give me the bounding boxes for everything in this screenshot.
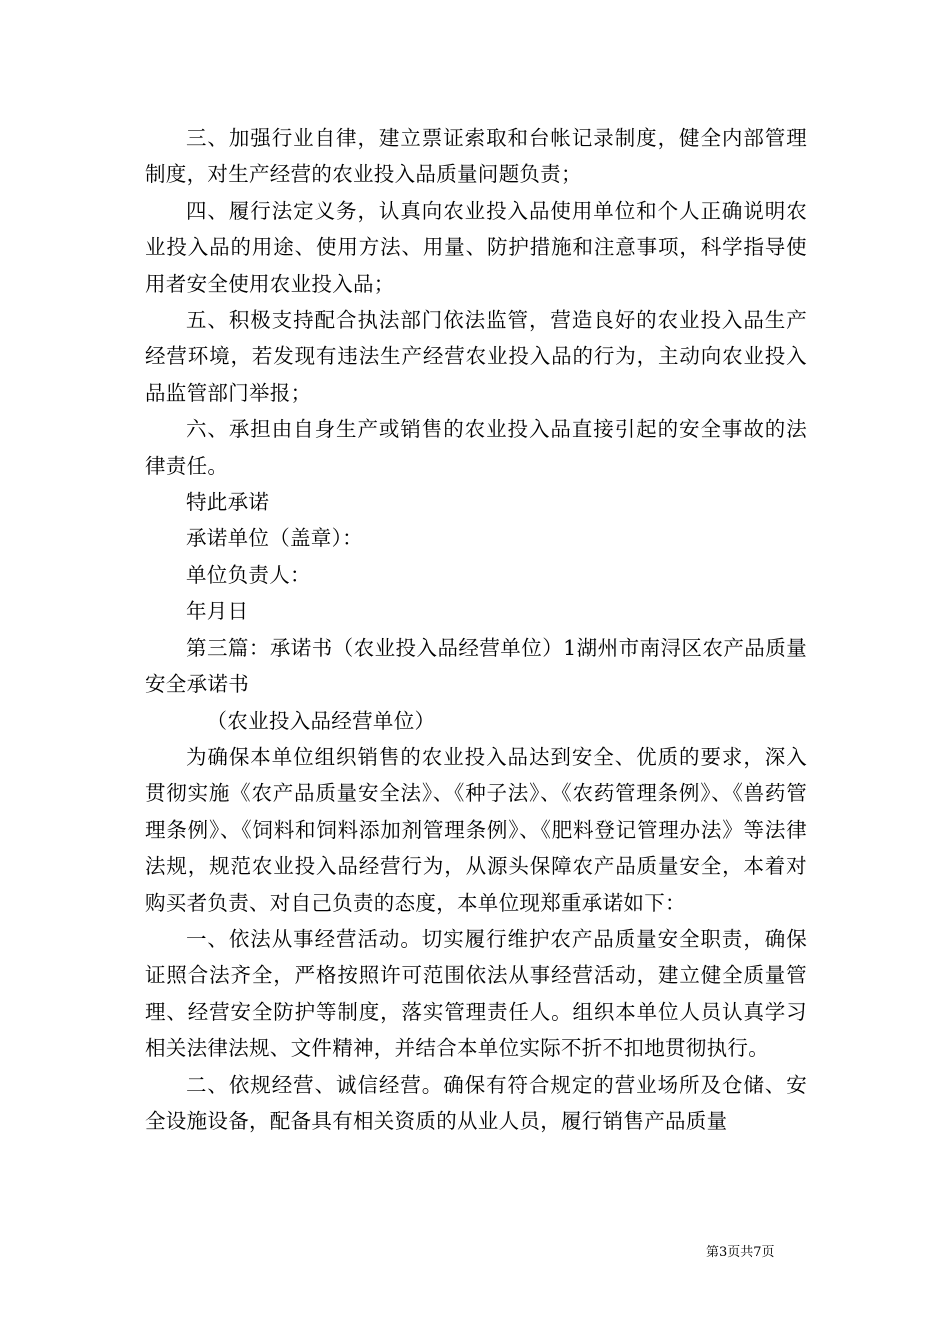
paragraph-item-4: 四、履行法定义务，认真向农业投入品使用单位和个人正确说明农业投入品的用途、使用方法、用量、防护措施和注意事项，科学指导使用者安全使用农业投入品； [145, 198, 807, 296]
paragraph-item-3: 三、加强行业自律，建立票证索取和台帐记录制度，健全内部管理制度，对生产经营的农业投入品质量问题负责； [145, 126, 807, 187]
page-number-footer: 第3页共7页 [706, 1245, 775, 1260]
section-subtitle: （农业投入品经营单位） [206, 708, 436, 733]
paragraph-item-5: 五、积极支持配合执法部门依法监管，营造良好的农业投入品生产经营环境，若发现有违法生产经营农业投入品的行为，主动向农业投入品监管部门举报； [145, 308, 807, 405]
section-title: 第三篇：承诺书（农业投入品经营单位）1湖州市南浔区农产品质量安全承诺书 [145, 635, 807, 697]
commitment-item-1: 一、依法从事经营活动。切实履行维护农产品质量安全职责，确保证照合法齐全，严格按照许可范围依法从事经营活动，建立健全质量管理、经营安全防护等制度，落实管理责任人。组织本单位人员认真学习相关法律法规、文件精神，并结合本单位实际不折不扣地贯彻执行。 [145, 926, 807, 1061]
paragraph-item-6: 六、承担由自身生产或销售的农业投入品直接引起的安全事故的法律责任。 [145, 417, 807, 478]
commitment-item-2: 二、依规经营、诚信经营。确保有符合规定的营业场所及仓储、安全设施设备，配备具有相关资质的从业人员，履行销售产品质量 [145, 1072, 807, 1133]
document-body [145, 120, 807, 1139]
preamble-paragraph: 为确保本单位组织销售的农业投入品达到安全、优质的要求，深入贯彻实施《农产品质量安全法》、《种子法》、《农药管理条例》、《兽药管理条例》、《饲料和饲料添加剂管理条例》、《肥料登记管理办法》等法律法规，规范农业投入品经营行为，从源头保障农产品质量安全，本着对购买者负责、对自己负责的态度，本单位现郑重承诺如下： [145, 744, 807, 915]
signature-head-line: 单位负责人： [186, 562, 311, 587]
signature-unit-line: 承诺单位（盖章）： [186, 526, 363, 551]
signature-date-line: 年月日 [186, 599, 249, 624]
closing-statement: 特此承诺 [186, 490, 270, 515]
